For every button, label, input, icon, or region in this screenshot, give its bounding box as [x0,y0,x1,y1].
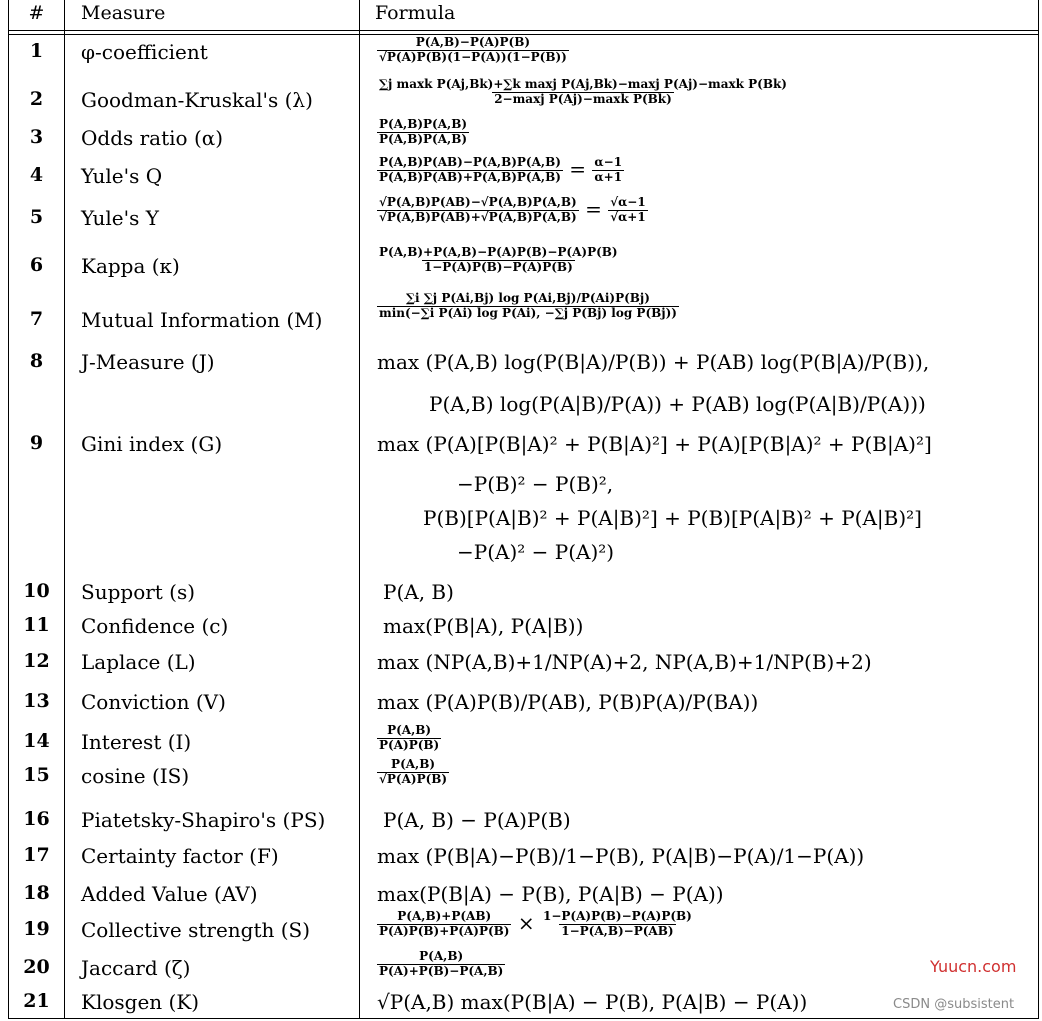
f1-denominator: √P(A)P(B)(1−P(A))(1−P(B)) [379,49,567,64]
measure-name: Yule's Q [81,164,163,188]
measure-name: Certainty factor (F) [81,844,279,868]
row-num: 13 [23,690,50,712]
measure-name: Jaccard (ζ) [81,956,191,980]
measure-name: Klosgen (K) [81,990,200,1014]
row-num: 1 [29,40,44,62]
row-num: 14 [23,730,50,752]
f15-numerator: P(A,B) [391,757,436,771]
f4-numerator: P(A,B)P(AB)−P(A,B)P(A,B) [379,155,561,169]
measure-name: Gini index (G) [81,432,223,456]
f19-numerator-1: P(A,B)+P(AB) [397,909,492,923]
measure-name: φ-coefficient [81,40,208,64]
formula-4 [377,156,624,185]
row-num: 16 [23,808,50,830]
header-measure: Measure [81,2,166,24]
f4-denominator: P(A,B)P(AB)+P(A,B)P(A,B) [379,169,561,184]
header-num: # [28,2,45,24]
formula-21: √P(A,B) max(P(B|A) − P(B), P(A|B) − P(A)) [377,990,808,1014]
f2-numerator: ∑j maxk P(Aj,Bk)+∑k maxj P(Aj,Bk)−maxj P(Aj)−maxk P(Bk) [379,77,787,91]
measure-name: Interest (I) [81,730,192,754]
f14-numerator: P(A,B) [387,723,432,737]
formula-20 [377,950,505,979]
site-watermark: Yuucn.com [930,957,1017,976]
measure-name: Added Value (AV) [81,882,258,906]
row-num: 4 [29,164,44,186]
formula-11: max(P(B|A), P(A|B)) [383,614,584,638]
measure-name: Conviction (V) [81,690,226,714]
row-num: 5 [29,206,44,228]
measures-table [8,0,1039,1019]
measure-name: Kappa (κ) [81,254,180,278]
formula-12: max (NP(A,B)+1/NP(A)+2, NP(A,B)+1/NP(B)+2) [377,650,872,674]
f4-rhs-numerator: α−1 [594,155,623,169]
formula-15 [377,758,449,787]
formula-7 [377,292,679,321]
measure-name: cosine (IS) [81,764,190,788]
row-num: 9 [29,432,44,454]
column-divider-2 [359,0,360,1018]
row-num: 21 [23,990,50,1012]
formula-8-line-1: max (P(A,B) log(P(B|A)/P(B)) + P(AB) log(P(B|A)/P(B)), [377,350,930,374]
formula-9-line-4: −P(A)² − P(A)²) [457,540,615,564]
measure-name: Mutual Information (M) [81,308,323,332]
measure-name: Laplace (L) [81,650,196,674]
row-num: 15 [23,764,50,786]
row-num: 3 [29,126,44,148]
row-num: 8 [29,350,44,372]
f2-denominator: 2−maxj P(Aj)−maxk P(Bk) [494,91,672,106]
formula-5 [377,196,648,225]
credit-watermark: CSDN @subsistent [893,997,1015,1012]
f6-numerator: P(A,B)+P(A,B)−P(A)P(B)−P(A)P(B) [379,245,618,259]
row-num: 11 [23,614,50,636]
f1-numerator: P(A,B)−P(A)P(B) [415,35,531,49]
measure-name: Piatetsky-Shapiro's (PS) [81,808,326,832]
f5-denominator: √P(A,B)P(AB)+√P(A,B)P(A,B) [379,209,577,224]
row-num: 2 [29,88,44,110]
formula-18: max(P(B|A) − P(B), P(A|B) − P(A)) [377,882,724,906]
f4-equals: = [569,156,587,181]
formula-10: P(A, B) [383,580,454,604]
f6-denominator: 1−P(A)P(B)−P(A)P(B) [423,259,573,274]
f3-numerator: P(A,B)P(A,B) [379,117,468,131]
f19-times: × [517,910,535,935]
row-num: 7 [29,308,44,330]
f7-numerator: ∑i ∑j P(Ai,Bj) log P(Ai,Bj)/P(Ai)P(Bj) [406,291,650,305]
row-num: 20 [23,956,50,978]
f5-rhs-numerator: √α−1 [610,195,646,209]
column-divider-1 [64,0,65,1018]
formula-6 [377,246,620,275]
f4-rhs-denominator: α+1 [594,169,623,184]
row-num: 18 [23,882,50,904]
row-num: 12 [23,650,50,672]
formula-3 [377,118,469,147]
formula-13: max (P(A)P(B)/P(AB), P(B)P(A)/P(BA)) [377,690,759,714]
f14-denominator: P(A)P(B) [379,737,440,752]
formula-17: max (P(B|A)−P(B)/1−P(B), P(A|B)−P(A)/1−P(A)) [377,844,865,868]
f19-denominator-1: P(A)P(B)+P(A)P(B) [379,923,510,938]
f15-denominator: √P(A)P(B) [379,771,448,786]
f3-denominator: P(A,B)P(A,B) [379,131,468,146]
measure-name: Goodman-Kruskal's (λ) [81,88,313,112]
measure-name: Collective strength (S) [81,918,311,942]
header-formula: Formula [375,2,456,24]
f5-numerator: √P(A,B)P(AB)−√P(A,B)P(A,B) [379,195,577,209]
formula-14 [377,724,441,753]
row-num: 10 [23,580,50,602]
row-num: 19 [23,918,50,940]
formula-9-line-3: P(B)[P(A|B)² + P(A|B)²] + P(B)[P(A|B)² + P(A|B)²] [423,506,922,530]
f20-numerator: P(A,B) [419,949,464,963]
f5-rhs-denominator: √α+1 [610,209,646,224]
formula-16: P(A, B) − P(A)P(B) [383,808,571,832]
f5-equals: = [585,196,602,221]
formula-9-line-1: max (P(A)[P(B|A)² + P(B|A)²] + P(A)[P(B|A)² + P(B|A)²] [377,432,932,456]
formula-9-line-2: −P(B)² − P(B)², [457,472,614,496]
measure-name: Confidence (c) [81,614,229,638]
row-num: 6 [29,254,44,276]
f20-denominator: P(A)+P(B)−P(A,B) [379,963,504,978]
measure-name: Support (s) [81,580,196,604]
f19-denominator-2: 1−P(A,B)−P(AB) [561,923,674,938]
f19-numerator-2: 1−P(A)P(B)−P(A)P(B) [542,909,692,923]
row-num: 17 [23,844,50,866]
formula-19 [377,910,694,939]
measure-name: J-Measure (J) [81,350,215,374]
formula-2 [377,78,789,107]
f7-denominator: min(−∑i P(Ai) log P(Ai), −∑j P(Bj) log P(Bj)) [379,305,677,320]
formula-8-line-2: P(A,B) log(P(A|B)/P(A)) + P(AB) log(P(A|B)/P(A))) [429,392,926,416]
measure-name: Yule's Y [81,206,159,230]
formula-1 [377,36,569,65]
measure-name: Odds ratio (α) [81,126,224,150]
header-rule-1 [9,30,1038,31]
